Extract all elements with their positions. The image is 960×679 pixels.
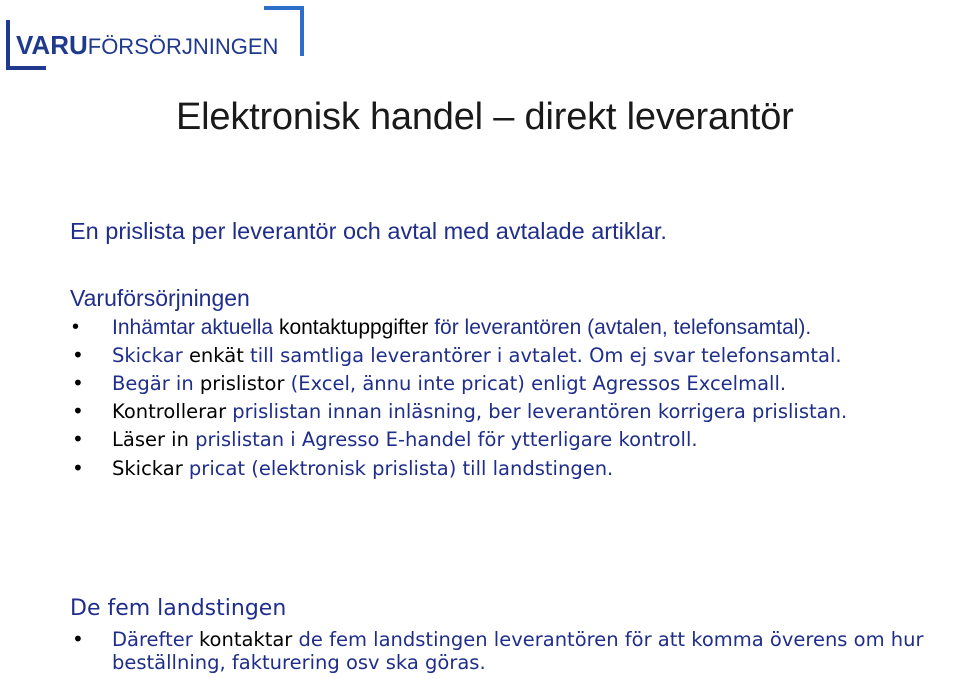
logo-text-light: FÖRSÖRJNINGEN (87, 34, 279, 59)
list-item (70, 372, 950, 395)
item-text: prislistan i Agresso E-handel för ytterligare kontroll. (188, 428, 698, 451)
list-item (70, 400, 950, 423)
section-heading-varuforsorjningen: Varuförsörjningen (70, 285, 250, 311)
section-heading-de-fem-landstingen: De fem landstingen (70, 596, 287, 621)
item-keyword: enkät (188, 344, 244, 367)
item-text: (Excel, ännu inte pricat) enligt Agressos Excelmall. (284, 372, 787, 395)
list-item (70, 428, 950, 451)
slide-title: Elektronisk handel – direkt leverantör (176, 96, 794, 138)
landstingen-list (70, 628, 950, 674)
item-text: pricat (elektronisk prislista) till landstingen. (182, 457, 614, 480)
item-keyword: kontaktar (198, 628, 293, 651)
list-item (70, 344, 950, 367)
list-item (70, 628, 950, 674)
item-text: Skickar (112, 344, 189, 367)
item-keyword: Läser in (112, 428, 189, 451)
item-keyword: kontaktuppgifter (278, 316, 429, 339)
list-item (70, 457, 950, 480)
item-text: de fem landstingen leverantören för att komma överens om hur beställning, fakturering osv ska göras. (112, 628, 924, 674)
item-text: Inhämtar aktuella (112, 316, 279, 339)
varuforsorjningen-logo (6, 6, 306, 72)
item-text: till samtliga leverantörer i avtalet. Om ej svar telefonsamtal. (243, 344, 842, 367)
item-keyword: prislistor (199, 372, 285, 395)
logo-graphic (6, 6, 306, 72)
item-text: Därefter (112, 628, 199, 651)
list-item (70, 316, 950, 339)
item-text: för leverantören (avtalen, telefonsamtal). (428, 316, 812, 339)
item-text: Begär in (112, 372, 200, 395)
item-keyword: Kontrollerar (112, 400, 227, 423)
svg-text:VARUFÖRSÖRJNINGEN (16, 30, 278, 60)
item-text: prislistan innan inläsning, ber leverantören korrigera prislistan. (226, 400, 848, 423)
logo-text-bold: VARU (16, 30, 88, 60)
item-keyword: Skickar (112, 457, 183, 480)
varuforsorjningen-list (70, 316, 950, 480)
intro-text: En prislista per leverantör och avtal med avtalade artiklar. (70, 218, 667, 244)
